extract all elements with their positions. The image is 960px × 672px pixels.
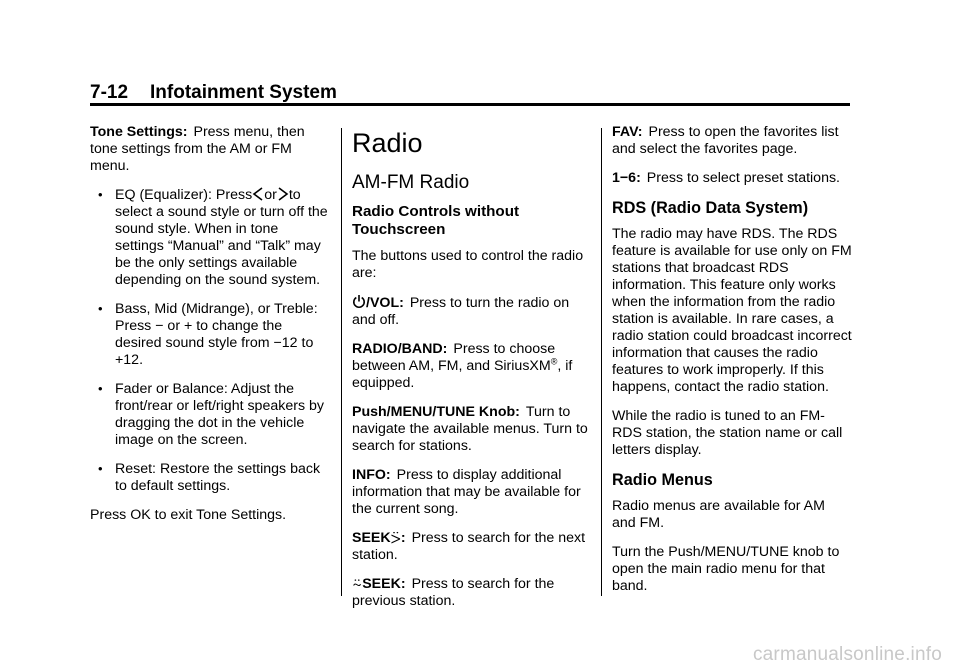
- seek-label: SEEK: [352, 530, 391, 546]
- column-2: [352, 124, 592, 622]
- chevron-right-icon: [277, 187, 289, 201]
- knob-paragraph: [352, 404, 592, 455]
- page-header: [90, 82, 337, 104]
- eq-text-start: EQ (Equalizer): Press: [115, 187, 253, 203]
- band-label: RADIO/BAND:: [352, 341, 448, 357]
- list-item: [90, 381, 330, 449]
- rds-paragraph-1: The radio may have RDS. The RDS feature is available for use only on FM stations that broadcast RDS information. This feature only works when the information from the radio station is available. In rare cases, a radio station could broadcast incorrect information that causes the radio features to work improperly. If this happens, contact the radio station.: [612, 226, 852, 395]
- column-1: [90, 124, 330, 536]
- seek-forward-icon: ⍩: [390, 528, 401, 547]
- seek-text: Press to search for the next station.: [352, 530, 586, 563]
- eq-to-text: to: [288, 187, 301, 203]
- preset-text: Press to select preset stations.: [646, 170, 840, 186]
- seek-paragraph: [352, 530, 592, 564]
- rds-paragraph-2: While the radio is tuned to an FM-RDS station, the station name or call letters display.: [612, 408, 843, 458]
- info-label: INFO:: [352, 467, 391, 483]
- seek-colon: :: [400, 530, 406, 546]
- heading-radio: Radio: [352, 128, 423, 158]
- eq-or-text: or: [264, 187, 277, 203]
- heading-radio-menus: Radio Menus: [612, 471, 713, 489]
- registered-mark: ®: [550, 356, 558, 367]
- seek-back-icon: ⍨: [352, 574, 363, 593]
- fader-text: Fader or Balance: Adjust the front/rear or left/right speakers by dragging the dot in the vehicle image on the screen.: [115, 381, 324, 448]
- header-rule: [90, 103, 850, 106]
- list-item: [90, 461, 330, 495]
- bass-text: Bass, Mid (Midrange), or Treble: Press − or + to change the desired sound style from −12 to +12.: [115, 301, 318, 368]
- column-divider-2: [601, 128, 602, 596]
- info-paragraph: [352, 467, 592, 518]
- vol-text: Press to turn the radio on and off.: [352, 295, 570, 328]
- intro-paragraph: The buttons used to control the radio are:: [352, 248, 584, 281]
- fav-label: FAV:: [612, 124, 643, 140]
- preset-label: 1−6:: [612, 170, 641, 186]
- heading-radio-controls: Radio Controls without Touchscreen: [352, 203, 520, 238]
- seek-back-text: Press to search for the previous station.: [352, 576, 555, 609]
- preset-paragraph: [612, 170, 852, 187]
- tone-settings-text: Press menu, then tone settings from the AM or FM menu.: [90, 124, 305, 174]
- section-title: Infotainment System: [150, 82, 337, 103]
- page-number: 7-12: [90, 82, 129, 103]
- column-divider-1: [341, 128, 342, 596]
- heading-am-fm-radio: AM-FM Radio: [352, 172, 470, 193]
- fav-paragraph: [612, 124, 852, 158]
- eq-text-rest: select a sound style or turn off the sound style. When in tone settings “Manual” and “Talk” may be the only settings available depending on the sound system.: [115, 204, 328, 288]
- knob-label: Push/MENU/TUNE Knob:: [352, 404, 520, 420]
- tone-settings-label: Tone Settings:: [90, 124, 188, 140]
- exit-paragraph: Press OK to exit Tone Settings.: [90, 507, 287, 523]
- heading-rds: RDS (Radio Data System): [612, 199, 809, 217]
- knob-text: Turn to navigate the available menus. Turn to search for stations.: [352, 404, 588, 454]
- seek-back-label: SEEK:: [362, 576, 406, 592]
- fav-text: Press to open the favorites list and select the favorites page.: [612, 124, 839, 157]
- power-icon: [352, 294, 366, 309]
- tone-settings-list: [90, 187, 330, 495]
- seek-back-paragraph: [352, 576, 592, 610]
- info-text: Press to display additional information that may be available for the current song.: [352, 467, 581, 517]
- band-tail: , if equipped.: [352, 358, 573, 391]
- band-text: Press to choose between AM, FM, and SiriusXM: [352, 341, 556, 374]
- column-3: [612, 124, 852, 607]
- band-paragraph: [352, 341, 592, 392]
- menus-paragraph-1: Radio menus are available for AM and FM.: [612, 498, 825, 531]
- vol-paragraph: [352, 294, 592, 329]
- vol-label: /VOL:: [366, 295, 404, 311]
- list-item: [90, 301, 330, 369]
- list-item: [90, 187, 330, 289]
- chevron-left-icon: [252, 187, 264, 201]
- watermark-text: carmanualsonline.info: [752, 644, 942, 665]
- tone-settings-paragraph: [90, 124, 330, 175]
- reset-text: Reset: Restore the settings back to default settings.: [115, 461, 321, 494]
- menus-paragraph-2: Turn the Push/MENU/TUNE knob to open the main radio menu for that band.: [612, 544, 840, 594]
